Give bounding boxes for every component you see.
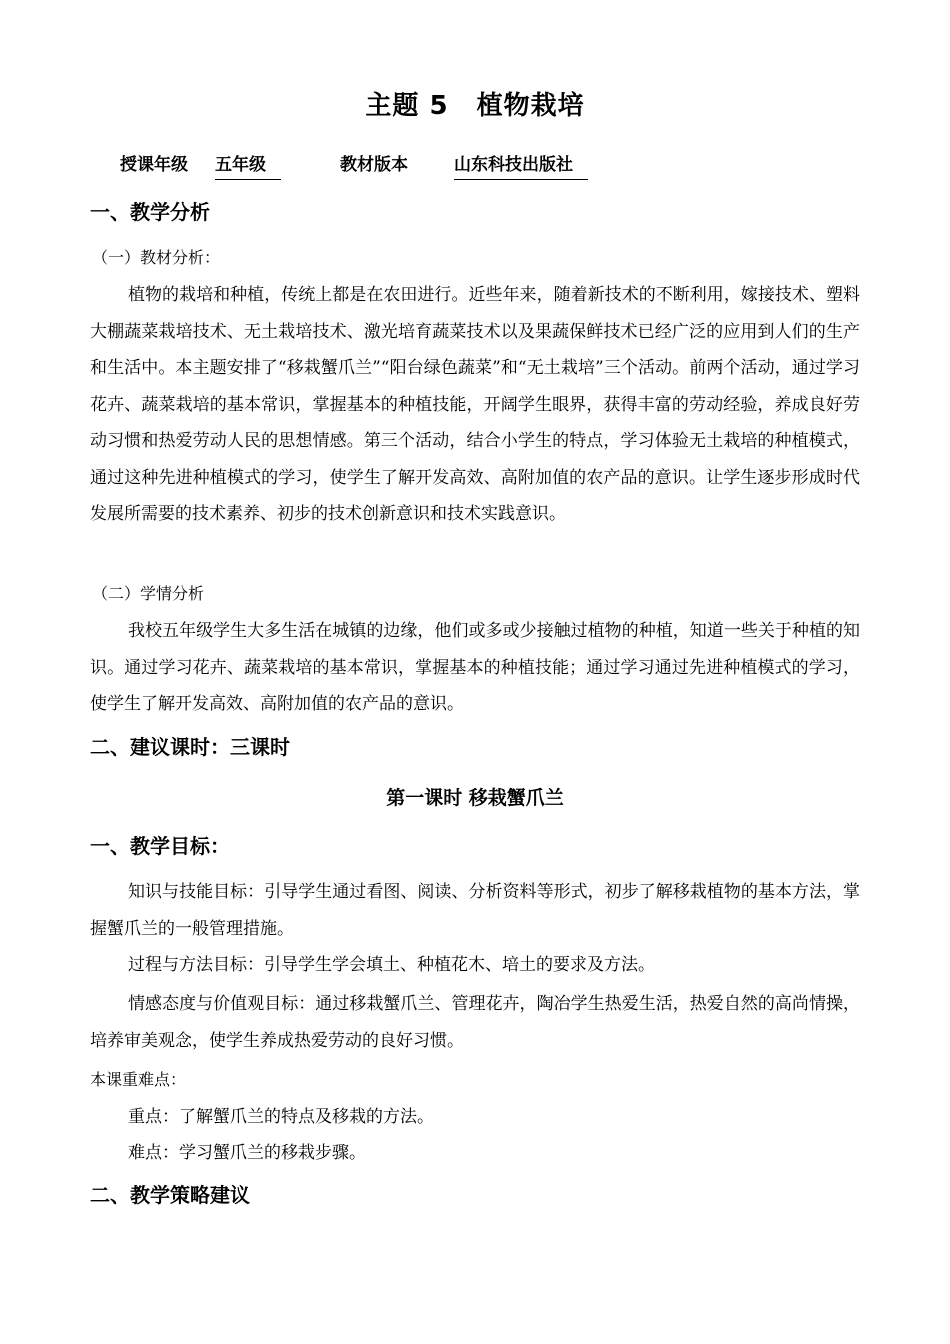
- title-topic-number: 主题 5: [365, 91, 449, 121]
- course-meta-row: [0, 152, 950, 180]
- grade-label: 授课年级: [120, 155, 188, 175]
- goal-process-methods: 过程与方法目标：引导学生学会填土、种植花木、培土的要求及方法。: [128, 955, 655, 975]
- paragraph-student-analysis: 我校五年级学生大多生活在城镇的边缘，他们或多或少接触过植物的种植，知道一些关于种植的知识。通过学习花卉、蔬菜栽培的基本常识，掌握基本的种植技能；通过学习通过先进种植模式的学习，使学生了解开发高效、高附加值的农产品的意识。: [90, 621, 860, 714]
- grade-value: 五年级: [215, 152, 281, 180]
- section-heading-analysis: 一、教学分析: [90, 200, 210, 224]
- section-heading-lesson-count: 二、建议课时：三课时: [90, 735, 290, 759]
- edition-label: 教材版本: [340, 155, 408, 175]
- goal-knowledge-skills: 知识与技能目标：引导学生通过看图、阅读、分析资料等形式，初步了解移栽植物的基本方法，掌握蟹爪兰的一般管理措施。: [90, 882, 860, 939]
- title-topic-name: 植物栽培: [476, 91, 585, 121]
- difficult-point: 难点：学习蟹爪兰的移栽步骤。: [128, 1143, 366, 1163]
- paragraph-material-analysis: 植物的栽培和种植，传统上都是在农田进行。近些年来，随着新技术的不断利用，嫁接技术、塑料大棚蔬菜栽培技术、无土栽培技术、激光培育蔬菜技术以及果蔬保鲜技术已经广泛的应用到人们的生产和生活中。本主题安排了“移栽蟹爪兰”“阳台绿色蔬菜”和“无土栽培”三个活动。前两个活动，通过学习花卉、蔬菜栽培的基本常识，掌握基本的种植技能，开阔学生眼界，获得丰富的劳动经验，养成良好劳动习惯和热爱劳动人民的思想情感。第三个活动，结合小学生的特点，学习体验无土栽培的种植模式，通过这种先进种植模式的学习，使学生了解开发高效、高附加值的农产品的意识。让学生逐步形成时代发展所需要的技术素养、初步的技术创新意识和技术实践意识。: [90, 285, 860, 524]
- goal-emotion-values: 情感态度与价值观目标：通过移栽蟹爪兰、管理花卉，陶冶学生热爱生活，热爱自然的高尚情操，培养审美观念，使学生养成热爱劳动的良好习惯。: [90, 994, 860, 1051]
- subsection-student-analysis: （二）学情分析: [92, 584, 205, 603]
- subsection-material-analysis: （一）教材分析：: [92, 248, 221, 267]
- keypoints-label: 本课重难点：: [90, 1070, 187, 1089]
- key-point: 重点：了解蟹爪兰的特点及移栽的方法。: [128, 1107, 434, 1127]
- edition-value: 山东科技出版社: [454, 152, 588, 180]
- lesson-title: 第一课时 移栽蟹爪兰: [386, 787, 564, 809]
- section-heading-strategy: 二、教学策略建议: [90, 1183, 250, 1207]
- document-title: [0, 88, 950, 124]
- section-heading-goals: 一、教学目标：: [90, 834, 230, 858]
